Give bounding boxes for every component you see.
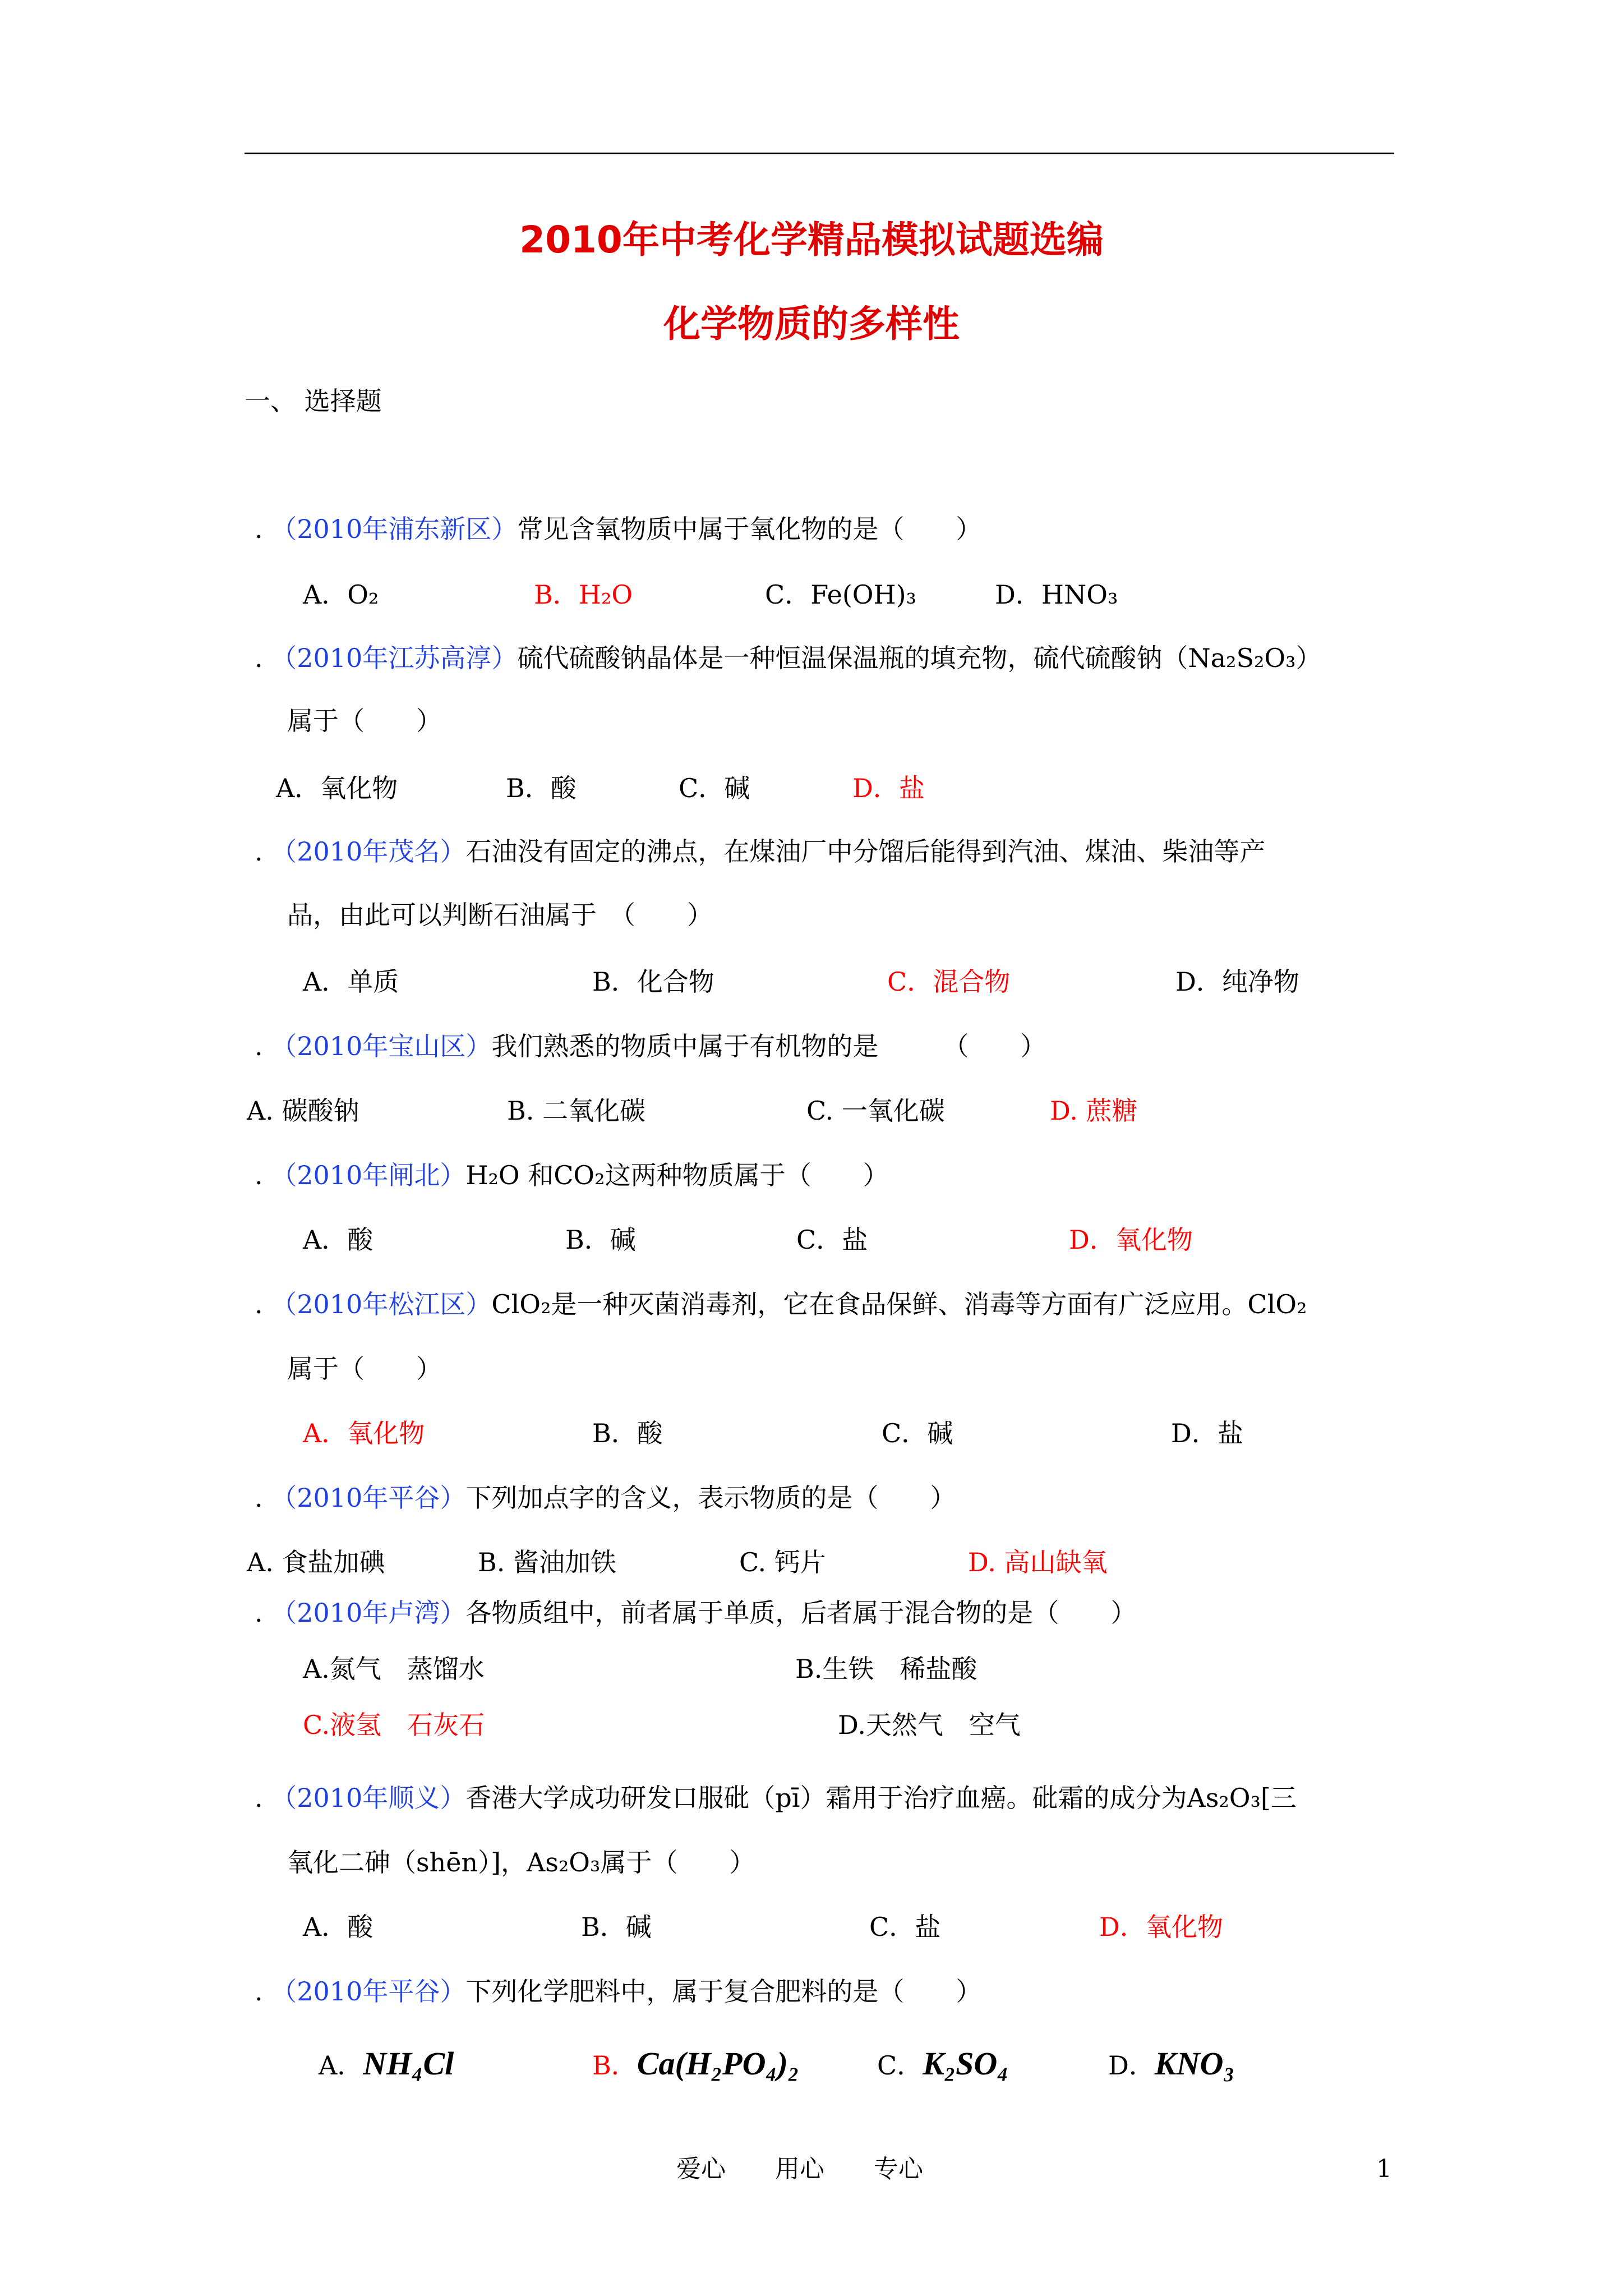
option-a: A. 食盐加碘 <box>247 1547 385 1577</box>
question-stem: 下列加点字的含义，表示物质的是（ ） <box>465 1483 956 1513</box>
option-d: D. 蔗糖 <box>1050 1096 1138 1126</box>
option-a: A．酸 <box>303 1912 374 1942</box>
question-stem-continued: 氧化二砷（shēn）]，As₂O₃属于（ ） <box>287 1847 755 1878</box>
question-5 <box>255 1162 889 1188</box>
question-source: （2010年卢湾） <box>271 1598 466 1628</box>
option-c: C. 钙片 <box>739 1547 826 1577</box>
question-source: （2010年宝山区） <box>271 1031 492 1061</box>
option-c: C.液氢 石灰石 <box>303 1710 485 1740</box>
option-c: C．盐 <box>796 1225 868 1255</box>
question-number: . <box>255 836 263 867</box>
header-rule <box>245 153 1394 154</box>
option-label: D． <box>1108 2050 1155 2081</box>
option-d: D．盐 <box>852 773 925 803</box>
question-number: . <box>255 1598 263 1628</box>
option-d: D．HNO₃ <box>995 579 1118 610</box>
question-2 <box>255 645 1322 671</box>
question-number: . <box>255 1289 263 1319</box>
question-number: . <box>255 1483 263 1513</box>
question-number: . <box>255 1976 263 2007</box>
question-stem-continued: 品，由此可以判断石油属于 （ ） <box>287 900 713 930</box>
option-c: C．混合物 <box>887 967 1011 997</box>
option-b: B. 酱油加铁 <box>478 1547 617 1577</box>
option-d: D．氧化物 <box>1069 1225 1193 1255</box>
option-b: B．碱 <box>581 1912 652 1942</box>
question-number: . <box>255 1031 263 1061</box>
option-c: C. 一氧化碳 <box>806 1096 945 1126</box>
option-b: B．化合物 <box>592 967 714 997</box>
question-source: （2010年浦东新区） <box>271 514 518 544</box>
option-c: C．碱 <box>679 773 750 803</box>
option-a <box>319 2047 454 2080</box>
question-10 <box>255 1976 982 2007</box>
option-a: A.氮气 蒸馏水 <box>303 1654 485 1684</box>
section-heading: 一、 选择题 <box>245 386 382 416</box>
option-a: A．酸 <box>303 1225 374 1255</box>
option-b <box>592 2047 799 2080</box>
option-a: A．单质 <box>303 967 399 997</box>
option-a: A．氧化物 <box>303 1418 425 1448</box>
question-stem: 硫代硫酸钠晶体是一种恒温保温瓶的填充物，硫代硫酸钠（Na₂S₂O₃） <box>517 643 1322 673</box>
question-number: . <box>255 514 263 544</box>
option-b: B．碱 <box>565 1225 636 1255</box>
question-4 <box>255 1033 1046 1059</box>
question-stem: 香港大学成功研发口服砒（pī）霜用于治疗血癌。砒霜的成分为As₂O₃[三 <box>465 1783 1297 1813</box>
option-d: D．氧化物 <box>1099 1912 1223 1942</box>
option-b: B.生铁 稀盐酸 <box>795 1654 978 1684</box>
option-formula: Ca(H₂PO₄)₂ <box>637 2045 800 2082</box>
question-source: （2010年闸北） <box>271 1160 466 1190</box>
option-d: D. 高山缺氧 <box>968 1547 1108 1577</box>
question-stem: H₂O 和CO₂这两种物质属于（ ） <box>465 1160 889 1190</box>
page-subtitle: 化学物质的多样性 <box>663 302 960 346</box>
option-label: B． <box>592 2050 637 2081</box>
option-d: D．纯净物 <box>1175 967 1299 997</box>
question-source: （2010年平谷） <box>271 1976 466 2007</box>
question-3 <box>255 836 1266 867</box>
option-d: D.天然气 空气 <box>838 1710 1021 1740</box>
question-8 <box>255 1600 1136 1626</box>
question-stem: 常见含氧物质中属于氧化物的是（ ） <box>517 514 982 544</box>
question-source: （2010年江苏高淳） <box>271 643 518 673</box>
question-source: （2010年顺义） <box>271 1783 466 1813</box>
question-6 <box>255 1291 1307 1317</box>
option-d: D．盐 <box>1171 1418 1243 1448</box>
option-b: B．酸 <box>592 1418 663 1448</box>
option-a: A. 碳酸钠 <box>247 1096 359 1126</box>
question-source: （2010年平谷） <box>271 1483 466 1513</box>
question-number: . <box>255 643 263 673</box>
question-9 <box>255 1785 1297 1811</box>
option-formula: NH₄Cl <box>363 2045 454 2082</box>
option-d <box>1108 2047 1235 2080</box>
option-c: C．碱 <box>882 1418 953 1448</box>
question-stem-continued: 属于（ ） <box>287 706 442 736</box>
option-c: C．盐 <box>869 1912 941 1942</box>
option-a: A．氧化物 <box>276 773 398 803</box>
question-stem: 我们熟悉的物质中属于有机物的是 （ ） <box>491 1031 1046 1061</box>
question-1 <box>255 516 981 542</box>
option-label: C． <box>877 2050 923 2081</box>
question-stem: 下列化学肥料中，属于复合肥料的是（ ） <box>465 1976 982 2007</box>
question-number: . <box>255 1160 263 1190</box>
question-stem-continued: 属于（ ） <box>287 1354 442 1384</box>
question-stem: 各物质组中，前者属于单质，后者属于混合物的是（ ） <box>465 1598 1137 1628</box>
page-title: 2010年中考化学精品模拟试题选编 <box>519 218 1104 261</box>
question-stem: ClO₂是一种灭菌消毒剂，它在食品保鲜、消毒等方面有广泛应用。ClO₂ <box>491 1289 1307 1319</box>
footer-slogan: 爱心 用心 专心 <box>676 2155 923 2183</box>
option-c <box>877 2047 1008 2080</box>
question-number: . <box>255 1783 263 1813</box>
option-formula: K₂SO₄ <box>923 2045 1009 2082</box>
page-number: 1 <box>1376 2155 1392 2183</box>
option-b: B. 二氧化碳 <box>507 1096 646 1126</box>
question-7 <box>255 1485 956 1511</box>
option-a: A．O₂ <box>303 579 379 610</box>
question-source: （2010年松江区） <box>271 1289 492 1319</box>
option-formula: KNO₃ <box>1154 2045 1235 2082</box>
question-stem: 石油没有固定的沸点，在煤油厂中分馏后能得到汽油、煤油、柴油等产 <box>465 836 1266 867</box>
option-c: C．Fe(OH)₃ <box>765 579 916 610</box>
option-b: B．H₂O <box>534 579 633 610</box>
question-source: （2010年茂名） <box>271 836 466 867</box>
option-label: A． <box>319 2050 363 2081</box>
option-b: B．酸 <box>506 773 577 803</box>
